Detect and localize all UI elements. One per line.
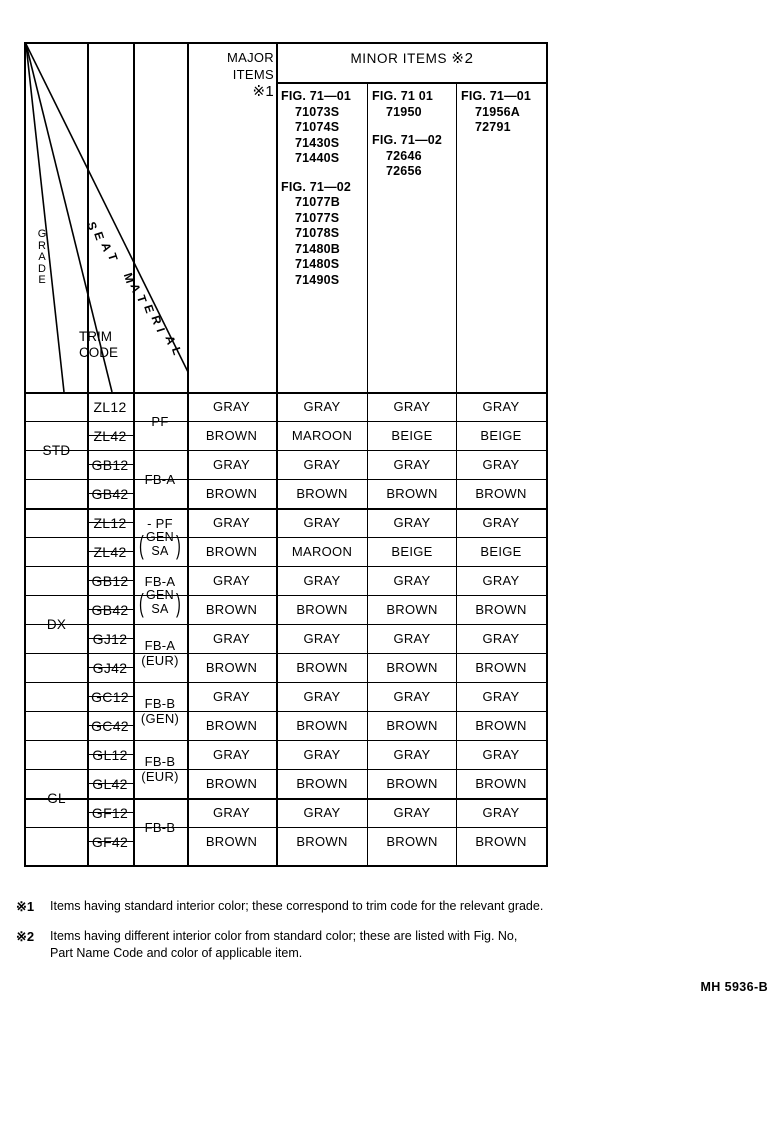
trim-code-cell: GB12 bbox=[91, 456, 129, 473]
material-region-note: (EUR) bbox=[141, 653, 179, 668]
col-rule-minor-2 bbox=[367, 82, 368, 865]
material-label: PF bbox=[151, 413, 169, 429]
minor-item-color-cell: GRAY bbox=[393, 805, 431, 820]
major-items-line2: ITEMS bbox=[232, 67, 274, 82]
minor-item-color-cell: BROWN bbox=[475, 486, 527, 501]
material-region: GEN bbox=[146, 530, 174, 544]
trim-code-cell: GJ12 bbox=[92, 630, 128, 647]
footnote-2-text bbox=[50, 928, 768, 962]
axis-label-grade bbox=[35, 229, 49, 287]
minor-items-mark: ※2 bbox=[451, 50, 474, 67]
trim-code-cell: GC42 bbox=[91, 717, 129, 734]
minor-item-color-cell: BROWN bbox=[475, 776, 527, 791]
part-number: 72791 bbox=[475, 120, 511, 134]
minor-item-color-cell: BEIGE bbox=[391, 544, 433, 559]
material-region: GEN bbox=[146, 588, 174, 602]
seat-material-letter: A bbox=[126, 282, 143, 295]
seat-material-letter: S bbox=[84, 220, 100, 232]
minor-item-color-cell: GRAY bbox=[393, 573, 431, 588]
minor-item-color-cell: BROWN bbox=[475, 602, 527, 617]
grade-letter: G bbox=[37, 228, 47, 240]
trim-code-cell: ZL12 bbox=[93, 398, 127, 415]
minor-item-color-cell: BROWN bbox=[475, 718, 527, 733]
minor-item-color-cell: MAROON bbox=[291, 544, 353, 559]
minor-item-color-cell: GRAY bbox=[482, 689, 520, 704]
major-item-color-cell: BROWN bbox=[205, 428, 258, 443]
part-number: 71480S bbox=[295, 257, 340, 271]
minor-item-color-cell: GRAY bbox=[393, 689, 431, 704]
material-cell-1 bbox=[133, 450, 187, 508]
material-cell-5 bbox=[133, 682, 187, 740]
minor-item-color-cell: MAROON bbox=[291, 428, 353, 443]
grade-cell-DX: DX bbox=[46, 616, 67, 632]
part-number: 71077S bbox=[295, 210, 340, 225]
part-number: 71078S bbox=[295, 226, 340, 240]
part-number: 71440S bbox=[295, 151, 340, 165]
minor-item-color-cell: BROWN bbox=[296, 718, 348, 733]
minor-item-color-cell: GRAY bbox=[482, 573, 520, 588]
trim-code-line1: TRIM bbox=[79, 329, 112, 344]
trim-code-cell: GB12 bbox=[91, 572, 129, 589]
trim-code-cell: GB42 bbox=[91, 485, 129, 502]
major-item-color-cell: BROWN bbox=[205, 602, 258, 617]
minor-item-color-cell: GRAY bbox=[303, 573, 341, 588]
minor-item-color-cell: GRAY bbox=[303, 805, 341, 820]
minor-item-color-cell: GRAY bbox=[482, 457, 520, 472]
material-label: FB-B bbox=[144, 696, 176, 711]
seat-material-letter: L bbox=[169, 345, 185, 357]
footnote-1-text: Items having standard interior color; these correspond to trim code for the relevant grade. bbox=[50, 899, 544, 913]
trim-code-line2: CODE bbox=[79, 345, 119, 360]
part-number: 71950 bbox=[386, 104, 422, 119]
grade-cell-STD: STD bbox=[42, 442, 71, 458]
material-cell-0 bbox=[133, 392, 187, 450]
seat-material-letter: E bbox=[140, 303, 157, 316]
major-item-color-cell: GRAY bbox=[212, 805, 251, 820]
minor-item-color-cell: GRAY bbox=[303, 747, 341, 762]
footnote-1-mark: ※1 bbox=[16, 899, 35, 914]
major-item-color-cell: GRAY bbox=[212, 689, 251, 704]
major-item-color-cell: GRAY bbox=[212, 457, 251, 472]
footnote-2 bbox=[16, 928, 768, 962]
material-cell-7 bbox=[133, 798, 187, 856]
trim-code-cell: GC12 bbox=[91, 688, 129, 705]
major-item-color-cell: GRAY bbox=[212, 515, 251, 530]
major-item-color-cell: GRAY bbox=[212, 747, 251, 762]
minor-item-color-cell: GRAY bbox=[393, 631, 431, 646]
minor-item-color-cell: GRAY bbox=[393, 399, 431, 414]
minor-items-label: MINOR ITEMS bbox=[350, 51, 448, 66]
minor-item-color-cell: BROWN bbox=[386, 776, 438, 791]
minor-item-color-cell: BROWN bbox=[386, 602, 438, 617]
seat-material-letter: M bbox=[120, 271, 137, 285]
minor-item-color-cell: GRAY bbox=[303, 689, 341, 704]
header-rule-minor bbox=[276, 82, 546, 84]
seat-material-letter: T bbox=[105, 251, 121, 263]
minor-col-3-figlist bbox=[458, 89, 544, 136]
minor-item-color-cell: BEIGE bbox=[480, 428, 522, 443]
axis-label-seat-material bbox=[84, 219, 208, 389]
fig-number: FIG. 71—01 bbox=[281, 89, 352, 103]
seat-material-letter: E bbox=[91, 230, 107, 243]
material-region-note: (EUR) bbox=[141, 769, 179, 784]
part-number: 72646 bbox=[386, 148, 422, 163]
material-cell-6 bbox=[133, 740, 187, 798]
part-number: 71956A bbox=[475, 104, 520, 119]
minor-item-color-cell: GRAY bbox=[393, 747, 431, 762]
minor-item-color-cell: GRAY bbox=[482, 399, 520, 414]
fig-number: FIG. 71—02 bbox=[372, 133, 443, 147]
material-label: FB-A bbox=[144, 471, 176, 487]
part-number: 71074S bbox=[295, 120, 340, 134]
material-region: SA bbox=[151, 543, 169, 558]
interior-color-table bbox=[24, 42, 548, 867]
reference-code: MH 5936-B bbox=[700, 980, 768, 994]
fig-number: FIG. 71—01 bbox=[461, 89, 532, 103]
material-label: FB-A bbox=[144, 574, 176, 589]
minor-item-color-cell: BROWN bbox=[296, 834, 348, 849]
material-cell-3 bbox=[133, 566, 187, 624]
major-items-mark: ※1 bbox=[252, 83, 274, 100]
major-item-color-cell: BROWN bbox=[205, 718, 258, 733]
trim-code-cell: ZL42 bbox=[93, 427, 127, 444]
footnote-2-line1: Items having different interior color from standard color; these are listed with Fig. No, bbox=[50, 929, 518, 943]
minor-item-color-cell: GRAY bbox=[482, 515, 520, 530]
footnote-1 bbox=[16, 898, 768, 915]
trim-code-cell: GL42 bbox=[92, 775, 128, 792]
minor-item-color-cell: BROWN bbox=[296, 660, 348, 675]
fig-group-gap bbox=[369, 120, 455, 133]
footnote-2-line2: Part Name Code and color of applicable item. bbox=[50, 946, 303, 960]
minor-col-1-figlist bbox=[278, 89, 366, 288]
trim-code-cell: GF12 bbox=[91, 804, 129, 821]
part-number: 71073S bbox=[295, 104, 340, 119]
material-region-note: ( GEN SA ) bbox=[139, 587, 181, 618]
col-rule-minor-3 bbox=[456, 82, 457, 865]
trim-code-cell: GB42 bbox=[91, 601, 129, 618]
minor-item-color-cell: GRAY bbox=[482, 747, 520, 762]
major-item-color-cell: BROWN bbox=[205, 544, 258, 559]
trim-code-cell: GF42 bbox=[91, 833, 129, 850]
minor-item-color-cell: BEIGE bbox=[391, 428, 433, 443]
grade-letter: D bbox=[38, 262, 46, 275]
fig-number: FIG. 71—02 bbox=[281, 179, 352, 194]
minor-item-color-cell: GRAY bbox=[482, 631, 520, 646]
major-item-color-cell: GRAY bbox=[212, 573, 251, 588]
fig-group-gap bbox=[278, 167, 366, 180]
trim-code-cell: ZL42 bbox=[93, 543, 127, 560]
grade-letter: A bbox=[38, 251, 46, 263]
major-item-color-cell: BROWN bbox=[205, 660, 258, 675]
major-items-line1: MAJOR bbox=[227, 50, 274, 65]
footnote-2-mark: ※2 bbox=[16, 929, 35, 944]
minor-item-color-cell: BROWN bbox=[296, 602, 348, 617]
minor-item-color-cell: BROWN bbox=[386, 834, 438, 849]
minor-item-color-cell: BROWN bbox=[386, 486, 438, 501]
material-region-note: ( GEN SA ) bbox=[139, 529, 181, 560]
minor-item-color-cell: BROWN bbox=[386, 660, 438, 675]
header-major-items bbox=[194, 49, 274, 100]
part-number: 72656 bbox=[386, 164, 422, 178]
minor-item-color-cell: BROWN bbox=[475, 660, 527, 675]
material-label: - PF bbox=[147, 516, 173, 531]
minor-item-color-cell: GRAY bbox=[393, 457, 431, 472]
minor-item-color-cell: GRAY bbox=[303, 631, 341, 646]
major-item-color-cell: BROWN bbox=[205, 776, 258, 791]
part-number: 71430S bbox=[295, 135, 340, 150]
fig-number: FIG. 71 01 bbox=[372, 89, 434, 103]
minor-item-color-cell: GRAY bbox=[303, 457, 341, 472]
material-label: FB-A bbox=[144, 638, 176, 653]
part-number: 71490S bbox=[295, 272, 340, 287]
header-minor-items bbox=[278, 49, 546, 67]
seat-material-letter: A bbox=[162, 334, 179, 347]
grade-cell-GL: GL bbox=[47, 790, 66, 806]
minor-item-color-cell: GRAY bbox=[303, 515, 341, 530]
grade-letter: E bbox=[38, 274, 46, 286]
minor-item-color-cell: GRAY bbox=[303, 399, 341, 414]
major-item-color-cell: GRAY bbox=[212, 399, 251, 414]
seat-material-letter: I bbox=[153, 326, 168, 334]
major-item-color-cell: GRAY bbox=[212, 631, 251, 646]
grade-letter: R bbox=[38, 239, 46, 252]
trim-code-cell: GL12 bbox=[92, 746, 128, 763]
seat-material-letter: A bbox=[98, 240, 115, 254]
material-cell-4 bbox=[133, 624, 187, 682]
material-label: FB-B bbox=[144, 819, 176, 835]
major-item-color-cell: BROWN bbox=[205, 834, 258, 849]
minor-item-color-cell: BROWN bbox=[386, 718, 438, 733]
minor-item-color-cell: GRAY bbox=[482, 805, 520, 820]
seat-material-letter: R bbox=[148, 313, 165, 326]
minor-col-2-figlist bbox=[369, 89, 455, 180]
material-cell-2 bbox=[133, 508, 187, 566]
trim-code-cell: ZL12 bbox=[93, 514, 127, 531]
material-label: FB-B bbox=[144, 754, 176, 769]
trim-code-cell: GJ42 bbox=[92, 659, 128, 676]
minor-item-color-cell: GRAY bbox=[393, 515, 431, 530]
minor-item-color-cell: BROWN bbox=[475, 834, 527, 849]
material-region-note: (GEN) bbox=[140, 711, 180, 726]
material-region: SA bbox=[151, 601, 169, 616]
seat-material-letter: T bbox=[133, 293, 150, 305]
part-number: 71480B bbox=[295, 241, 340, 256]
major-item-color-cell: BROWN bbox=[205, 486, 258, 501]
minor-item-color-cell: BROWN bbox=[296, 486, 348, 501]
minor-item-color-cell: BEIGE bbox=[480, 544, 522, 559]
minor-item-color-cell: BROWN bbox=[296, 776, 348, 791]
part-number: 71077B bbox=[295, 195, 340, 209]
